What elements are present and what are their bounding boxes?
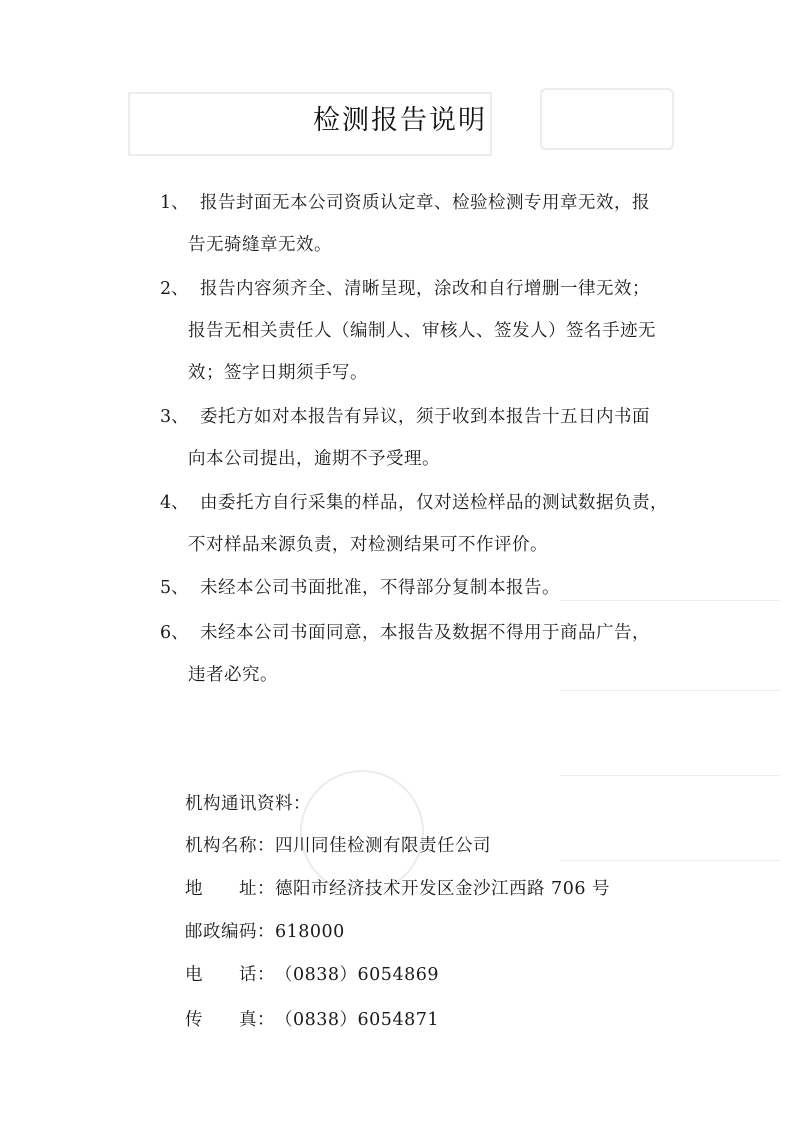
contact-fax-row: [185, 999, 439, 1041]
item-number: 6、: [160, 623, 189, 643]
item-line: 未经本公司书面批准，不得部分复制本报告。: [200, 578, 560, 598]
item-number: 2、: [160, 279, 189, 299]
contact-heading: 机构通讯资料：: [185, 794, 311, 814]
list-item: [160, 182, 700, 266]
item-line: 告无骑缝章无效。: [188, 235, 332, 255]
contact-postcode-row: [185, 911, 345, 953]
contact-fax-label: 传 真：: [185, 1010, 275, 1030]
contact-fax-value: （0838）6054871: [275, 1010, 439, 1030]
item-line: 报告内容须齐全、清晰呈现，涂改和自行增删一律无效；: [200, 279, 650, 299]
contact-postcode-value: 618000: [275, 922, 345, 942]
item-number: 4、: [160, 493, 189, 513]
item-number: 5、: [160, 578, 189, 598]
item-line: 由委托方自行采集的样品，仅对送检样品的测试数据负责，: [200, 493, 668, 513]
item-line: 向本公司提出，逾期不予受理。: [188, 449, 440, 469]
ghost-line: [560, 860, 780, 861]
item-line: 报告无相关责任人（编制人、审核人、签发人）签名手迹无: [188, 321, 656, 341]
item-number: 3、: [160, 407, 189, 427]
contact-phone-label: 电 话：: [185, 965, 275, 985]
contact-phone-row: [185, 954, 439, 996]
item-line: 委托方如对本报告有异议，须于收到本报告十五日内书面: [200, 407, 650, 427]
item-number: 1、: [160, 193, 189, 213]
list-item: [160, 482, 700, 566]
list-item: [160, 268, 700, 394]
contact-phone-value: （0838）6054869: [275, 965, 439, 985]
contact-name-row: [185, 825, 491, 867]
contact-postcode-label: 邮政编码：: [185, 922, 275, 942]
item-line: 报告封面无本公司资质认定章、检验检测专用章无效，报: [200, 193, 650, 213]
item-line: 未经本公司书面同意，本报告及数据不得用于商品广告，: [200, 623, 650, 643]
item-line: 不对样品来源负责，对检测结果可不作评价。: [188, 535, 548, 555]
contact-name-label: 机构名称：: [185, 836, 275, 856]
item-line: 违者必究。: [188, 665, 278, 685]
contact-address-row: [185, 868, 610, 910]
contact-name-value: 四川同佳检测有限责任公司: [275, 836, 491, 856]
page-title: 检测报告说明: [313, 105, 487, 136]
contact-address-label: 地 址：: [185, 879, 275, 899]
item-line: 效；签字日期须手写。: [188, 363, 368, 383]
list-item: [160, 567, 700, 609]
list-item: [160, 612, 700, 696]
ghost-line: [560, 775, 780, 776]
list-item: [160, 396, 700, 480]
contact-address-value: 德阳市经济技术开发区金沙江西路 706 号: [275, 879, 611, 899]
